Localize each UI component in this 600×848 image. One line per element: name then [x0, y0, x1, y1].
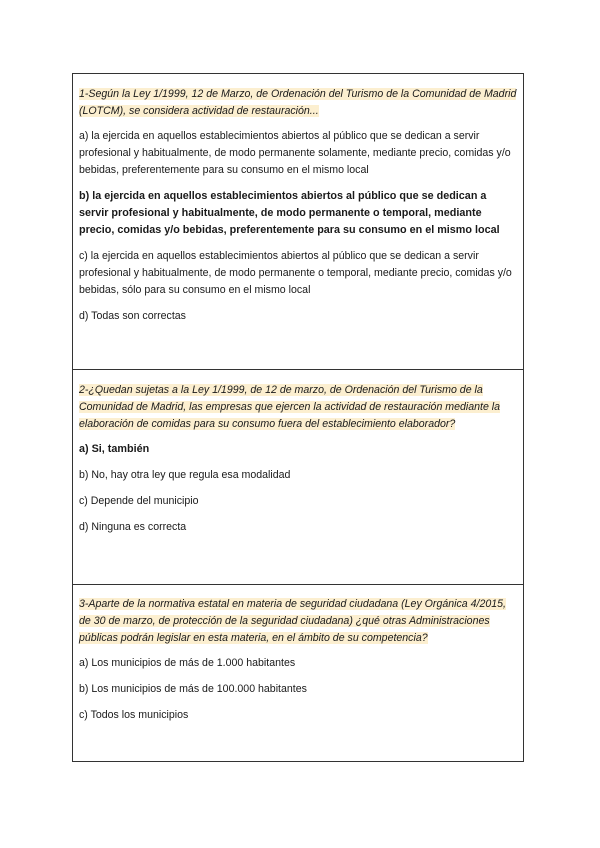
question-card-1: [72, 73, 524, 370]
question-2-option-d: d) Ninguna es correcta: [79, 521, 187, 533]
question-3-text: [79, 596, 518, 647]
question-1-option-c: c) la ejercida en aquellos establecimientos abiertos al público que se dedican a servir profesional y habitualmente, de modo permanente o temporal, mediante precio, comidas y/o bebidas, sólo para su consumo en el mismo local: [79, 250, 512, 296]
question-1-option-d: d) Todas son correctas: [79, 310, 186, 322]
question-2-text: [79, 382, 518, 433]
question-3-option-c: c) Todos los municipios: [79, 709, 189, 721]
question-2-option-b: b) No, hay otra ley que regula esa modalidad: [79, 469, 291, 481]
question-2-option-c: c) Depende del municipio: [79, 495, 199, 507]
question-2-highlight: 2-¿Quedan sujetas a la Ley 1/1999, de 12 de marzo, de Ordenación del Turismo de la Comunidad de Madrid, las empresas que ejercen la actividad de restauración mediante la elaboración de comidas para su consumo fuera del establecimiento elaborador?: [79, 384, 501, 430]
question-1-option-b-correct: b) la ejercida en aquellos establecimientos abiertos al público que se dedican a servir profesional y habitualmente, de modo permanente o temporal, mediante precio, comidas y/o bebidas, preferentemente para su consumo en el mismo local: [79, 190, 500, 236]
question-2-option-a-correct: a) Si, también: [79, 443, 150, 455]
question-3-option-b: b) Los municipios de más de 100.000 habitantes: [79, 683, 307, 695]
question-1-highlight: 1-Según la Ley 1/1999, 12 de Marzo, de Ordenación del Turismo de la Comunidad de Madrid (LOTCM), se considera actividad de restauración...: [79, 88, 517, 117]
question-1-option-a: a) la ejercida en aquellos establecimientos abiertos al público que se dedican a servir profesional y habitualmente, de modo permanente solamente, mediante precio, comidas y/o bebidas, preferentemente para su consumo en el mismo local: [79, 130, 511, 176]
question-1-text: [79, 86, 518, 120]
question-card-3: [72, 584, 524, 762]
question-3-option-a: a) Los municipios de más de 1.000 habitantes: [79, 657, 296, 669]
question-3-highlight: 3-Aparte de la normativa estatal en materia de seguridad ciudadana (Ley Orgánica 4/2015, de 30 de marzo, de protección de la seguridad ciudadana) ¿qué otras Administraciones públicas podrán legislar en esta materia, en el ámbito de su competencia?: [79, 598, 506, 644]
question-card-2: [72, 369, 524, 585]
